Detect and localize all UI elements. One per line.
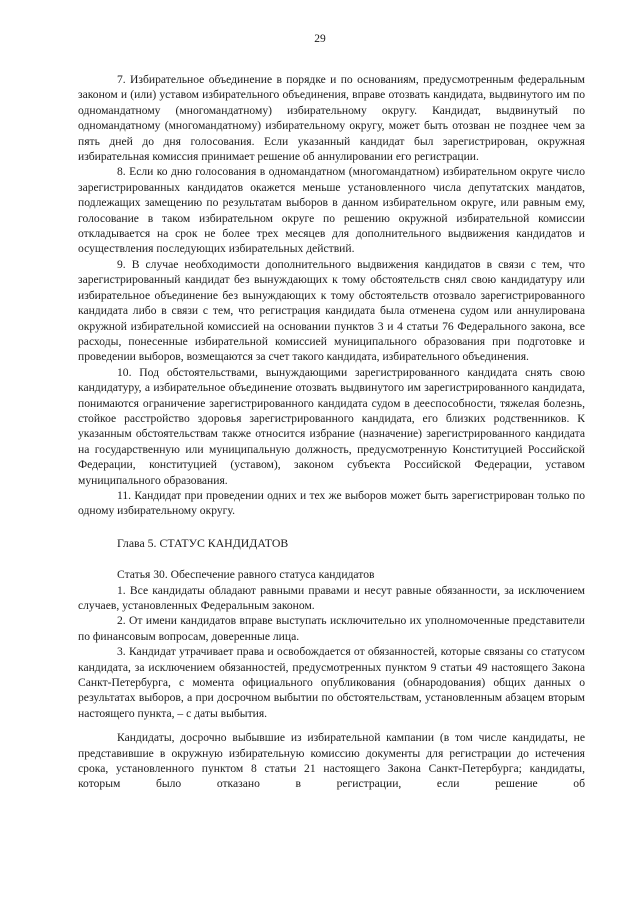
paragraph-9: 9. В случае необходимости дополнительного выдвижения кандидатов в связи с тем, что зарегистрированный кандидат без вынуждающих к тому обстоятельств снял свою кандидатуру или избирательное объединение без вынуждающих к тому обстоятельств отозвало зарегистрированного кандидата либо в связи с тем, что регистрация кандидата была отменена судом или аннулирована окружной избирательной комиссией на основании пунктов 3 и 4 статьи 76 Федерального закона, все расходы, понесенные избирательной комиссией муниципального образования при подготовке и проведении выборов, возмещаются за счет такого кандидата, избирательного объединения. (78, 257, 585, 364)
article-30-paragraph-2: 2. От имени кандидатов вправе выступать исключительно их уполномоченные представители по финансовым вопросам, доверенные лица. (78, 614, 585, 643)
article-30-paragraph-1: 1. Все кандидаты обладают равными правами и несут равные обязанности, за исключением случаев, установленных Федеральным законом. (78, 583, 585, 612)
article-30-paragraph-3: 3. Кандидат утрачивает права и освобождается от обязанностей, которые связаны со статусом кандидата, за исключением обязанностей, предусмотренных пунктом 9 статьи 49 настоящего Закона Санкт-Петербурга, с момента официального опубликования (обнародования) общих данных о результатах выборов, а при досрочном выбытии по обстоятельствам, установленным абзацем вторым настоящего пункта, – с даты выбытия. (78, 645, 585, 720)
paragraph-8: 8. Если ко дню голосования в одномандатном (многомандатном) избирательном округе число зарегистрированных кандидатов окажется меньше установленного числа депутатских мандатов, подлежащих замещению по результатам выборов в данном избирательном округе, или равным ему, голосование в таком избирательном округе по решению окружной избирательной комиссии откладывается на срок не более трех месяцев для дополнительного выдвижения кандидатов и осуществления последующих избирательных действий. (78, 165, 585, 256)
paragraph-7: 7. Избирательное объединение в порядке и по основаниям, предусмотренным федеральным законом и (или) уставом избирательного объединения, вправе отозвать кандидата, выдвинутого им по одномандатному (многомандатному) избирательному округу. Кандидат, выдвинутый по одномандатному (многомандатному) избирательному округу, может быть отозван не позднее чем за пять дней до дня голосования. Если указанный кандидат был зарегистрирован, окружная избирательная комиссия принимает решение об аннулировании его регистрации. (78, 73, 585, 164)
article-30-paragraph-3-second-part: Кандидаты, досрочно выбывшие из избирательной кампании (в том числе кандидаты, не представившие в окружную избирательную комиссию документы для регистрации до истечения срока, установленного пунктом 8 статьи 21 настоящего Закона Санкт-Петербурга; кандидаты, которым было отказано в регистрации, если решение об (78, 731, 585, 791)
chapter-title: Глава 5. СТАТУС КАНДИДАТОВ (117, 535, 289, 550)
paragraph-10: 10. Под обстоятельствами, вынуждающими зарегистрированного кандидата снять свою кандидатуру, а избирательное объединение отозвать выдвинутого им зарегистрированного кандидата, понимаются ограничение зарегистрированного кандидата судом в дееспособности, тяжелая болезнь, стойкое расстройство здоровья зарегистрированного кандидата, его близких родственников. К указанным обстоятельствам также относится избрание (назначение) зарегистрированного кандидата на государственную или муниципальную должность, предусмотренную Конституцией Российской Федерации, конституцией (уставом), законом субъекта Российской Федерации, уставом муниципального образования. (78, 365, 585, 487)
page-number: 29 (314, 33, 326, 45)
paragraph-11: 11. Кандидат при проведении одних и тех же выборов может быть зарегистрирован только по одному избирательному округу. (78, 488, 585, 518)
article-title: Статья 30. Обеспечение равного статуса кандидатов (117, 568, 375, 582)
document-body (78, 72, 585, 792)
